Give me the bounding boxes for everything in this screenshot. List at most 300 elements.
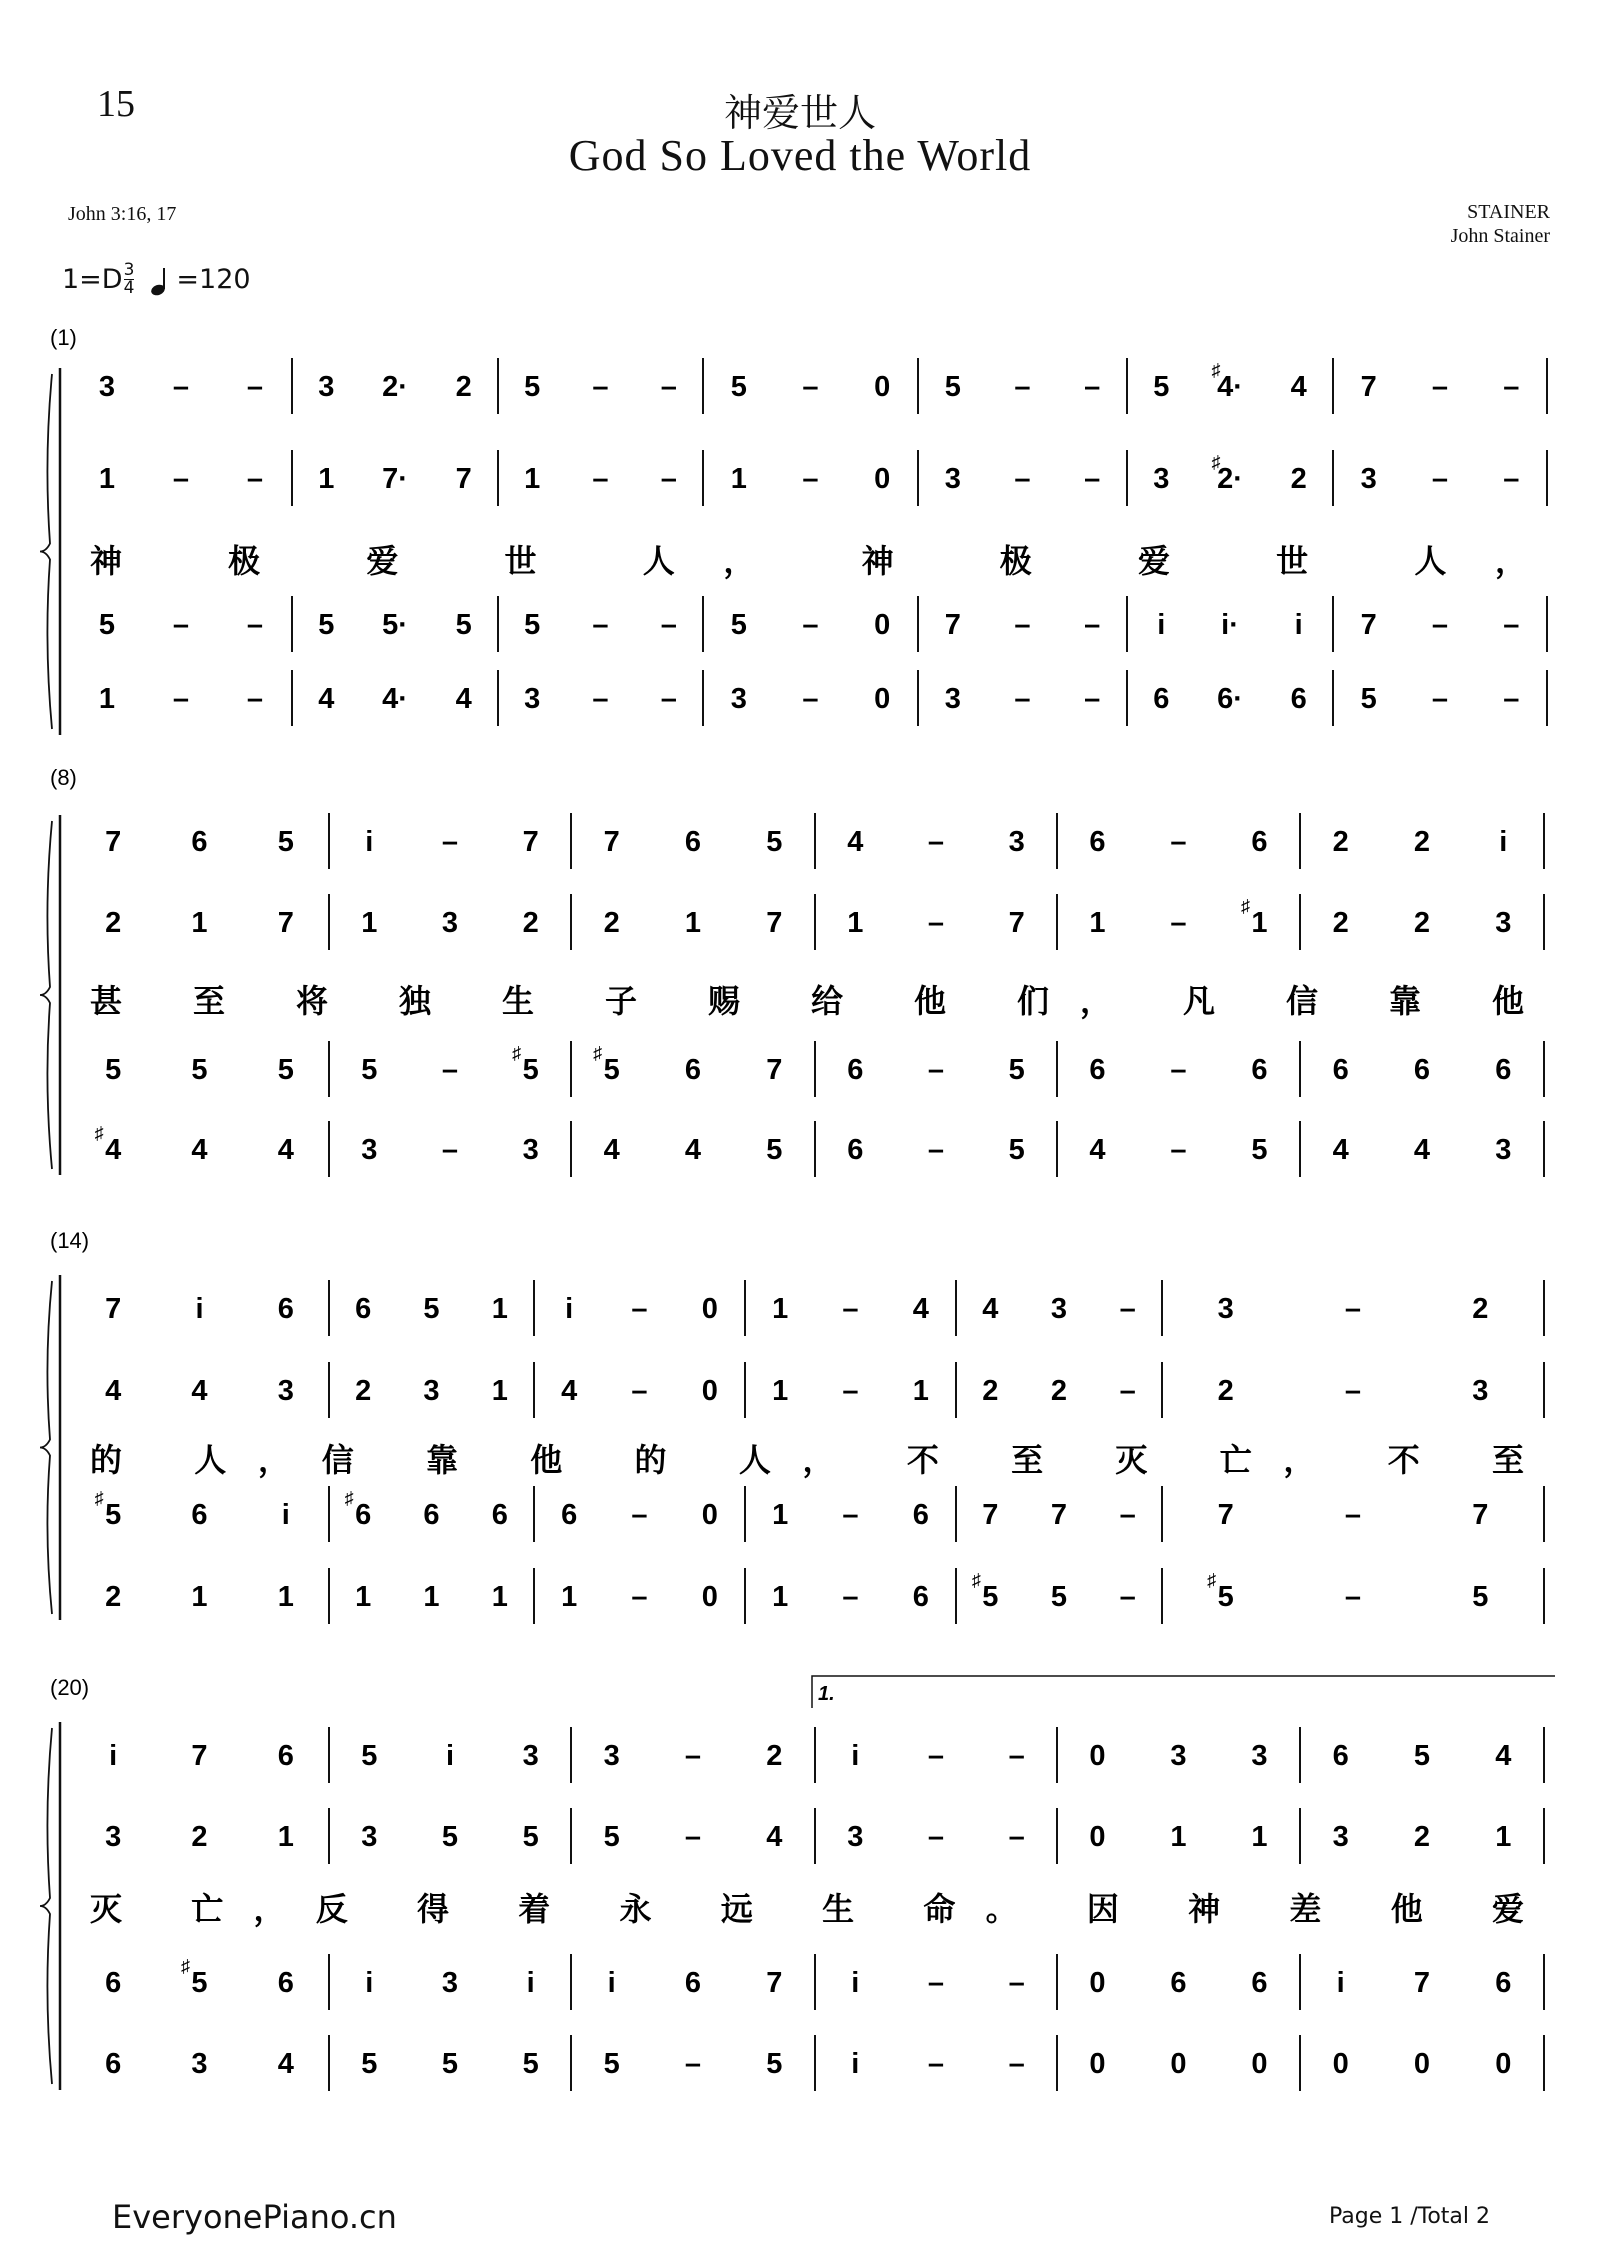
note: – — [842, 1293, 859, 1325]
note: 4 — [105, 1134, 122, 1166]
note: 2 — [1413, 1821, 1431, 1853]
note: 1 — [318, 463, 335, 495]
sharp-sign: ♯ — [94, 1123, 104, 1143]
note: i — [1499, 826, 1508, 858]
note: – — [246, 371, 264, 403]
note: 5 — [603, 2048, 620, 2080]
note: 7 — [1413, 1967, 1431, 1999]
scripture-reference: John 3:16, 17 — [68, 203, 177, 225]
note: 5 — [455, 609, 472, 641]
note: 0 — [1089, 1821, 1106, 1853]
note: – — [592, 463, 609, 495]
note: 3 — [1332, 1821, 1349, 1853]
note: 1 — [355, 1581, 372, 1613]
note: i — [851, 2048, 860, 2080]
note: 6 — [105, 2048, 122, 2080]
note: 6 — [191, 826, 208, 858]
composer-caps: STAINER — [1467, 201, 1550, 223]
note: – — [441, 826, 459, 858]
note: 1 — [847, 907, 864, 939]
note: 6 — [423, 1499, 440, 1531]
note: 0 — [1413, 2048, 1431, 2080]
note: – — [927, 1821, 945, 1853]
measure-number: (20) — [50, 1675, 90, 1700]
note: 6 — [1251, 1967, 1268, 1999]
note: 3 — [524, 683, 541, 715]
note: 4 — [277, 2048, 294, 2080]
note: 5 — [441, 2048, 459, 2080]
note: i· — [1221, 609, 1239, 641]
note: – — [1084, 371, 1101, 403]
note: 7 — [766, 1967, 783, 1999]
note: 5 — [105, 1054, 122, 1086]
note: 7 — [766, 1054, 783, 1086]
note: 4 — [847, 826, 864, 858]
note: 1 — [684, 907, 702, 939]
note: 7 — [277, 907, 294, 939]
note: 2 — [355, 1375, 372, 1407]
note: 6 — [684, 1967, 702, 1999]
note: 5 — [982, 1581, 999, 1613]
note: 6 — [1495, 1054, 1512, 1086]
note: 4 — [1413, 1134, 1431, 1166]
note: – — [1008, 2048, 1025, 2080]
system-3 — [40, 1228, 1544, 1624]
note: 3 — [1008, 826, 1025, 858]
sharp-sign: ♯ — [1207, 1570, 1217, 1590]
composer-name: John Stainer — [1450, 225, 1550, 247]
note: 5 — [603, 1821, 620, 1853]
note: 5 — [944, 371, 961, 403]
volta-label: 1. — [818, 1683, 835, 1705]
note: 1 — [772, 1581, 789, 1613]
note: 4 — [277, 1134, 294, 1166]
note: 5 — [603, 1054, 620, 1086]
note: 2 — [191, 1821, 208, 1853]
note: 6 — [355, 1293, 372, 1325]
note: 0 — [701, 1581, 718, 1613]
note: 2 — [105, 907, 122, 939]
note: 3 — [1251, 1740, 1268, 1772]
note: 5 — [1008, 1134, 1025, 1166]
note: 0 — [701, 1499, 718, 1531]
note: 5 — [1050, 1581, 1068, 1613]
note: 2· — [382, 371, 408, 403]
sharp-sign: ♯ — [512, 1043, 522, 1063]
note: 6 — [1290, 683, 1307, 715]
note: 5 — [766, 1134, 783, 1166]
note: 1 — [98, 683, 116, 715]
note: 0 — [1332, 2048, 1349, 2080]
note: – — [1014, 371, 1031, 403]
note: 4 — [1290, 371, 1307, 403]
note: 3 — [1217, 1293, 1234, 1325]
footer-page-info: Page 1 /Total 2 — [1328, 2204, 1490, 2229]
note: 6 — [847, 1054, 864, 1086]
note: 3 — [1170, 1740, 1187, 1772]
note: 2 — [1413, 826, 1431, 858]
note: – — [1084, 609, 1101, 641]
note: – — [1170, 1134, 1187, 1166]
note: 2 — [1332, 826, 1349, 858]
note: – — [842, 1581, 859, 1613]
note: – — [592, 683, 609, 715]
sharp-sign: ♯ — [1241, 896, 1250, 916]
note: i — [365, 1967, 374, 1999]
note: 1 — [1170, 1821, 1187, 1853]
tempo-value: =120 — [176, 264, 251, 295]
note: 0 — [874, 609, 891, 641]
note: 1 — [1251, 1821, 1268, 1853]
note: 6 — [1170, 1967, 1187, 1999]
note: – — [684, 1821, 702, 1853]
note: 5 — [524, 609, 541, 641]
note: – — [1431, 683, 1449, 715]
note: 4 — [1089, 1134, 1106, 1166]
note: 3 — [441, 907, 459, 939]
note: – — [1170, 907, 1187, 939]
note: 6 — [1332, 1740, 1349, 1772]
note: 4 — [191, 1375, 208, 1407]
note: – — [927, 1054, 945, 1086]
note: 6 — [847, 1134, 864, 1166]
note: 3 — [1495, 907, 1512, 939]
note: 7 — [982, 1499, 999, 1531]
lyrics-line: 灭 亡，反 得 着 永 远 生 命。 因 神 差 他 爱 — [90, 1891, 1524, 1927]
note: – — [802, 609, 819, 641]
note: – — [1431, 609, 1449, 641]
note: – — [172, 609, 190, 641]
note: 6 — [1413, 1054, 1431, 1086]
note: 6 — [105, 1967, 122, 1999]
footer-site: EveryonePiano.cn — [112, 2198, 397, 2236]
note: 3 — [423, 1375, 440, 1407]
note: – — [1170, 1054, 1187, 1086]
note: 1 — [1089, 907, 1106, 939]
note: 7 — [1050, 1499, 1068, 1531]
page-number: 15 — [97, 83, 135, 125]
note: 7 — [766, 907, 783, 939]
note: i — [607, 1967, 616, 1999]
note: 1 — [1495, 1821, 1512, 1853]
note: 3 — [944, 463, 961, 495]
sharp-sign: ♯ — [181, 1956, 190, 1976]
note: – — [631, 1375, 648, 1407]
time-sig-top: 3 — [123, 260, 135, 280]
note: 6 — [561, 1499, 578, 1531]
note: 3 — [847, 1821, 864, 1853]
note: 1 — [277, 1581, 294, 1613]
note: 5 — [105, 1499, 122, 1531]
note: – — [1431, 371, 1449, 403]
system-1 — [40, 325, 1547, 735]
note: – — [1170, 826, 1187, 858]
note: 4 — [912, 1293, 929, 1325]
note: 4 — [982, 1293, 999, 1325]
note: 5 — [522, 1054, 539, 1086]
note: 7 — [191, 1740, 208, 1772]
system-brace — [40, 374, 52, 729]
note: 1 — [491, 1293, 508, 1325]
note: – — [660, 463, 677, 495]
note: 7 — [1008, 907, 1025, 939]
note: 1 — [772, 1499, 789, 1531]
note: – — [1008, 1740, 1025, 1772]
note: 4 — [561, 1375, 578, 1407]
note: – — [1431, 463, 1449, 495]
note: – — [927, 1967, 945, 1999]
note: 6 — [491, 1499, 508, 1531]
note: 2 — [1332, 907, 1349, 939]
note: – — [842, 1375, 859, 1407]
note: – — [592, 609, 609, 641]
sharp-sign: ♯ — [94, 1488, 104, 1508]
note: – — [660, 609, 677, 641]
note: 4 — [766, 1821, 783, 1853]
note: 5 — [361, 2048, 378, 2080]
note: – — [1014, 463, 1031, 495]
note: 6 — [684, 826, 702, 858]
note: 1 — [98, 463, 116, 495]
note: i — [526, 1967, 535, 1999]
note: 5 — [1413, 1740, 1431, 1772]
note: 3 — [441, 1967, 459, 1999]
note: 5 — [1153, 371, 1170, 403]
note: 3 — [318, 371, 335, 403]
note: 6 — [1089, 826, 1106, 858]
system-2 — [40, 765, 1544, 1177]
note: – — [1008, 1821, 1025, 1853]
note: 5 — [423, 1293, 440, 1325]
note: 3 — [522, 1134, 539, 1166]
note: 6 — [277, 1967, 294, 1999]
note: 3 — [1472, 1375, 1489, 1407]
note: 2 — [1217, 1375, 1234, 1407]
note: 5 — [766, 826, 783, 858]
lyrics-line: 神 极 爱 世 人， 神 极 爱 世 人， — [90, 543, 1527, 579]
note: – — [927, 907, 945, 939]
note: – — [631, 1293, 648, 1325]
note: 2 — [1290, 463, 1307, 495]
note: 2 — [766, 1740, 783, 1772]
note: 3 — [1050, 1293, 1068, 1325]
note: 4 — [684, 1134, 702, 1166]
note: – — [802, 683, 819, 715]
note: 1 — [912, 1375, 929, 1407]
note: 2· — [1217, 463, 1243, 495]
note: i — [281, 1499, 290, 1531]
system-brace — [40, 1728, 52, 2084]
note: 6 — [912, 1499, 929, 1531]
note: 5 — [191, 1967, 208, 1999]
note: – — [246, 609, 264, 641]
note: – — [172, 463, 190, 495]
note: 0 — [1495, 2048, 1512, 2080]
lyrics-line: 甚 至 将 独 生 子 赐 给 他 们， 凡 信 靠 他 — [89, 983, 1525, 1019]
note: 6 — [684, 1054, 702, 1086]
note: 5 — [524, 371, 541, 403]
note: 2 — [603, 907, 620, 939]
note: 2 — [522, 907, 539, 939]
note: i — [565, 1293, 574, 1325]
note: – — [684, 1740, 702, 1772]
note: 1 — [423, 1581, 440, 1613]
title-chinese: 神爱世人 — [723, 91, 876, 135]
time-sig-bottom: 4 — [123, 278, 135, 298]
note: 5· — [382, 609, 408, 641]
note: 1 — [561, 1581, 578, 1613]
note: 7 — [455, 463, 472, 495]
note: 6· — [1217, 683, 1243, 715]
note: – — [660, 371, 677, 403]
note: – — [172, 371, 190, 403]
note: 3 — [1360, 463, 1377, 495]
system-brace — [40, 821, 52, 1169]
note: 0 — [1251, 2048, 1268, 2080]
note: – — [1119, 1499, 1136, 1531]
note: – — [1008, 1967, 1025, 1999]
note: 7 — [603, 826, 620, 858]
note: 0 — [1170, 2048, 1187, 2080]
note: 5 — [441, 1821, 459, 1853]
note: 5 — [1472, 1581, 1489, 1613]
note: 7 — [105, 826, 122, 858]
note: – — [1344, 1293, 1362, 1325]
note: – — [441, 1054, 459, 1086]
note: 6 — [1332, 1054, 1349, 1086]
note: 3 — [944, 683, 961, 715]
note: – — [246, 463, 264, 495]
note: i — [1157, 609, 1166, 641]
note: – — [1119, 1375, 1136, 1407]
note: 2 — [1413, 907, 1431, 939]
note: 0 — [701, 1375, 718, 1407]
note: i — [1294, 609, 1303, 641]
note: 3 — [603, 1740, 620, 1772]
note: – — [1344, 1581, 1362, 1613]
note: 3 — [105, 1821, 122, 1853]
note: 3 — [361, 1821, 378, 1853]
note: – — [927, 1740, 945, 1772]
note: i — [445, 1740, 455, 1772]
note: 1 — [491, 1375, 508, 1407]
note: 6 — [277, 1740, 294, 1772]
note: 5 — [1217, 1581, 1234, 1613]
note: i — [109, 1740, 118, 1772]
sharp-sign: ♯ — [1211, 360, 1221, 380]
note: – — [927, 826, 945, 858]
title-english: God So Loved the World — [568, 131, 1032, 180]
note: 7· — [382, 463, 408, 495]
note: 5 — [730, 371, 747, 403]
note: – — [1503, 683, 1520, 715]
note: – — [631, 1581, 648, 1613]
note: – — [1084, 683, 1101, 715]
note: 0 — [874, 463, 891, 495]
note: – — [1084, 463, 1101, 495]
note: – — [1119, 1293, 1136, 1325]
note: 5 — [277, 826, 294, 858]
note: 7 — [1472, 1499, 1489, 1531]
note: 5 — [1251, 1134, 1268, 1166]
note: 0 — [874, 371, 891, 403]
note: – — [1014, 683, 1031, 715]
measure-number: (1) — [50, 325, 77, 350]
note: 6 — [1495, 1967, 1512, 1999]
note: 0 — [874, 683, 891, 715]
note: 6 — [1153, 683, 1170, 715]
note: 3 — [1153, 463, 1170, 495]
volta-bracket — [812, 1676, 1555, 1708]
note: 6 — [355, 1499, 372, 1531]
note: 1 — [772, 1293, 789, 1325]
note: 1 — [191, 1581, 208, 1613]
note: 5 — [361, 1054, 378, 1086]
note: i — [851, 1740, 860, 1772]
note: 6 — [1251, 1054, 1268, 1086]
note: 1 — [1251, 907, 1268, 939]
note: 0 — [1089, 2048, 1106, 2080]
note: – — [592, 371, 609, 403]
note: – — [1503, 463, 1520, 495]
note: 5 — [522, 2048, 539, 2080]
note: 3 — [361, 1134, 378, 1166]
note: – — [927, 1134, 945, 1166]
note: 4 — [318, 683, 335, 715]
note: 4· — [382, 683, 408, 715]
note: 3 — [277, 1375, 294, 1407]
note: 4· — [1217, 371, 1243, 403]
sharp-sign: ♯ — [971, 1570, 981, 1590]
note: 6 — [277, 1293, 294, 1325]
note: – — [1503, 609, 1520, 641]
note: – — [684, 2048, 702, 2080]
note: 3 — [98, 371, 116, 403]
note: 5 — [522, 1821, 539, 1853]
measure-number: (8) — [50, 765, 77, 790]
note: 3 — [730, 683, 747, 715]
note: 2 — [1472, 1293, 1489, 1325]
note: 5 — [361, 1740, 378, 1772]
note: 3 — [522, 1740, 539, 1772]
note: 4 — [603, 1134, 620, 1166]
note: – — [802, 371, 819, 403]
note: 1 — [524, 463, 541, 495]
measure-number: (14) — [50, 1228, 90, 1253]
note: – — [441, 1134, 459, 1166]
sharp-sign: ♯ — [1211, 452, 1221, 472]
note: 2 — [982, 1375, 999, 1407]
note: 6 — [912, 1581, 929, 1613]
lyrics-line: 的 人，信 靠 他 的 人， 不 至 灭 亡， 不 至 — [90, 1442, 1524, 1478]
note: i — [851, 1967, 860, 1999]
note: 4 — [1332, 1134, 1349, 1166]
note: i — [365, 826, 374, 858]
note: 2 — [1050, 1375, 1068, 1407]
note: 5 — [1360, 683, 1377, 715]
note: 7 — [944, 609, 961, 641]
note: 0 — [1089, 1740, 1106, 1772]
note: 5 — [318, 609, 335, 641]
note: 5 — [98, 609, 116, 641]
note: – — [172, 683, 190, 715]
note: 2 — [105, 1581, 122, 1613]
note: 6 — [1089, 1054, 1106, 1086]
note: 0 — [1089, 1967, 1106, 1999]
note: i — [195, 1293, 204, 1325]
note: – — [1014, 609, 1031, 641]
note: – — [660, 683, 677, 715]
